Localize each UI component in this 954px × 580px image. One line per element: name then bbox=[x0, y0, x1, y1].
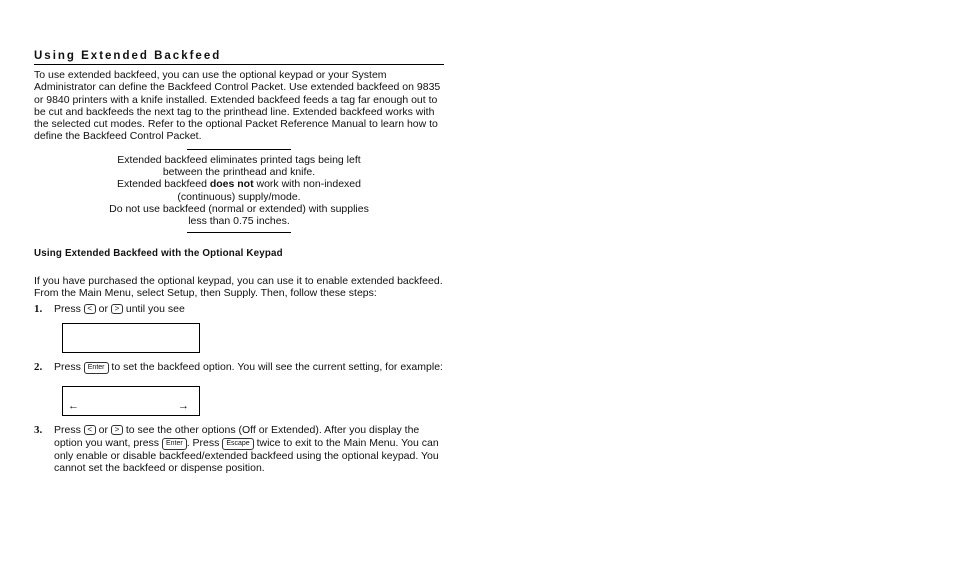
note-line: between the printhead and knife. bbox=[162, 166, 316, 179]
note-line: (continuous) supply/mode. bbox=[177, 190, 301, 203]
manual-page bbox=[34, 50, 444, 474]
note-block bbox=[34, 149, 444, 233]
step-number: 1. bbox=[34, 303, 43, 316]
step-3 bbox=[34, 424, 444, 474]
note-bottom-rule bbox=[187, 232, 291, 233]
note-line: Do not use backfeed (normal or extended) with supplies bbox=[109, 202, 369, 215]
intro-paragraph: To use extended backfeed, you can use the optional keypad or your System Administrator can define the Backfeed Control Packet. Use extended backfeed on 9835 or 9840 printers with a knife installed. Extended backfeed feeds a tag far enough out to be cut and backfeeds the next tag to the printhead line. Extended backfeed works with the selected cut modes. Refer to the optional Packet Reference Manual to learn how to define the Backfeed Control Packet. bbox=[34, 69, 441, 143]
step-text: Press < or > to see the other options (Off or Extended). After you display the option you want, press Enter . Press Escape twice to exit to the Main Menu. You can only enable or disable backfeed/extended backfeed using the optional keypad. You cannot set the backfeed or dispense position. bbox=[54, 424, 439, 475]
step-number: 3. bbox=[34, 424, 43, 437]
display-panel-2 bbox=[62, 386, 200, 416]
enter-key-icon: Enter bbox=[162, 438, 187, 450]
note-line: Extended backfeed eliminates printed tags being left bbox=[117, 153, 361, 166]
left-key-icon: < bbox=[84, 425, 96, 435]
step-text: Press < or > until you see bbox=[54, 303, 185, 316]
step-number: 2. bbox=[34, 361, 43, 374]
right-arrow-icon: → bbox=[178, 400, 189, 413]
right-key-icon: > bbox=[111, 304, 123, 314]
step-text: Press Enter to set the backfeed option. You will see the current setting, for example: bbox=[54, 361, 443, 374]
section-title: Using Extended Backfeed bbox=[34, 50, 444, 65]
escape-key-icon: Escape bbox=[222, 438, 253, 450]
note-line: less than 0.75 inches. bbox=[188, 215, 290, 228]
note-line: Extended backfeed does not work with non-indexed bbox=[117, 178, 361, 191]
display-panel-1 bbox=[62, 323, 200, 353]
left-arrow-icon: ← bbox=[68, 400, 79, 413]
lead-paragraph: If you have purchased the optional keypad, you can use it to enable extended backfeed. From the Main Menu, select Setup, then Supply. Then, follow these steps: bbox=[34, 274, 443, 299]
note-text bbox=[34, 150, 444, 232]
right-key-icon: > bbox=[111, 425, 123, 435]
emphasis-does-not: does not bbox=[209, 178, 254, 191]
enter-key-icon: Enter bbox=[84, 362, 109, 374]
step-2 bbox=[34, 361, 444, 374]
subsection-title: Using Extended Backfeed with the Optional Keypad bbox=[34, 246, 283, 259]
left-key-icon: < bbox=[84, 304, 96, 314]
step-1 bbox=[34, 303, 444, 315]
